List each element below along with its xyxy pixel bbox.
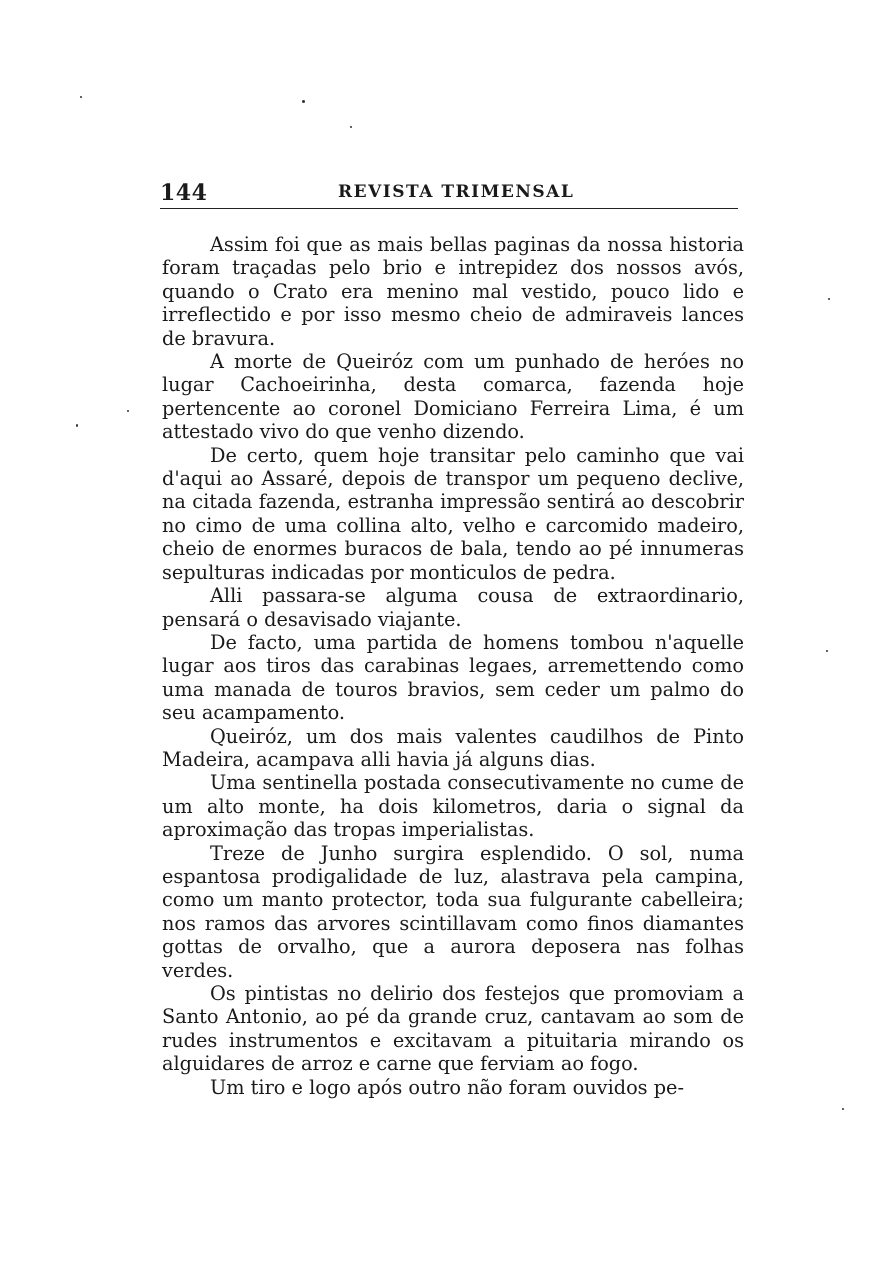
paragraph: Um tiro e logo após outro não foram ouvidos pe- [210, 1075, 684, 1099]
page-number: 144 [160, 180, 208, 206]
paragraph: De certo, quem hoje transitar pelo caminho que vai d'aqui ao Assaré, depois de transpor um pequeno declive, na citada fazenda, estranha impressão sentirá ao descobrir no cimo de uma collina alto, velho e carcomido madeiro, cheio de enormes buracos de bala, tendo ao pé innumeras sepulturas indicadas por monticulos de pedra. [162, 443, 744, 584]
scan-speck [828, 298, 830, 300]
scan-speck [80, 96, 82, 98]
scan-speck [350, 126, 352, 128]
body-text [162, 233, 744, 1099]
paragraph: Os pintistas no delirio dos festejos que promoviam a Santo Antonio, ao pé da grande cruz, cantavam ao som de rudes instrumentos e excitavam a pituitaria mirando os alguidares de arroz e carne que ferviam ao fogo. [162, 982, 744, 1076]
paragraph: Treze de Junho surgira esplendido. O sol, numa espantosa prodigalidade de luz, alastrava pela campina, como um manto protector, toda sua fulgurante cabelleira; nos ramos das arvores scintillavam como finos diamantes gottas de orvalho, que a aurora deposera nas folhas verdes. [162, 841, 744, 982]
scan-speck [302, 100, 305, 103]
scan-speck [842, 1108, 844, 1110]
paragraph: Alli passara-se alguma cousa de extraordinario, pensará o desavisado viajante. [162, 584, 744, 631]
running-title: REVISTA TRIMENSAL [338, 182, 575, 202]
header-rule [160, 208, 738, 209]
paragraph: Uma sentinella postada consecutivamente no cume de um alto monte, ha dois kilometros, daria o signal da aproximação das tropas imperialistas. [162, 771, 744, 842]
paragraph: Assim foi que as mais bellas paginas da nossa historia foram traçadas pelo brio e intrepidez dos nossos avós, quando o Crato era menino mal vestido, pouco lido e irreflectido e por isso mesmo cheio de admiraveis lances de bravura. [162, 233, 744, 350]
scan-speck [76, 424, 78, 427]
paragraph: A morte de Queiróz com um punhado de heróes no lugar Cachoeirinha, desta comarca, fazenda hoje pertencente ao coronel Domiciano Ferreira Lima, é um attestado vivo do que venho dizendo. [162, 350, 744, 444]
paragraph: Queiróz, um dos mais valentes caudilhos de Pinto Madeira, acampava alli havia já alguns dias. [162, 724, 744, 771]
paragraph: De facto, uma partida de homens tombou n'aquelle lugar aos tiros das carabinas legaes, arremettendo como uma manada de touros bravios, sem ceder um palmo do seu acampamento. [162, 630, 744, 725]
scan-speck [127, 410, 129, 412]
scan-speck [826, 650, 828, 652]
page-header [160, 180, 740, 210]
